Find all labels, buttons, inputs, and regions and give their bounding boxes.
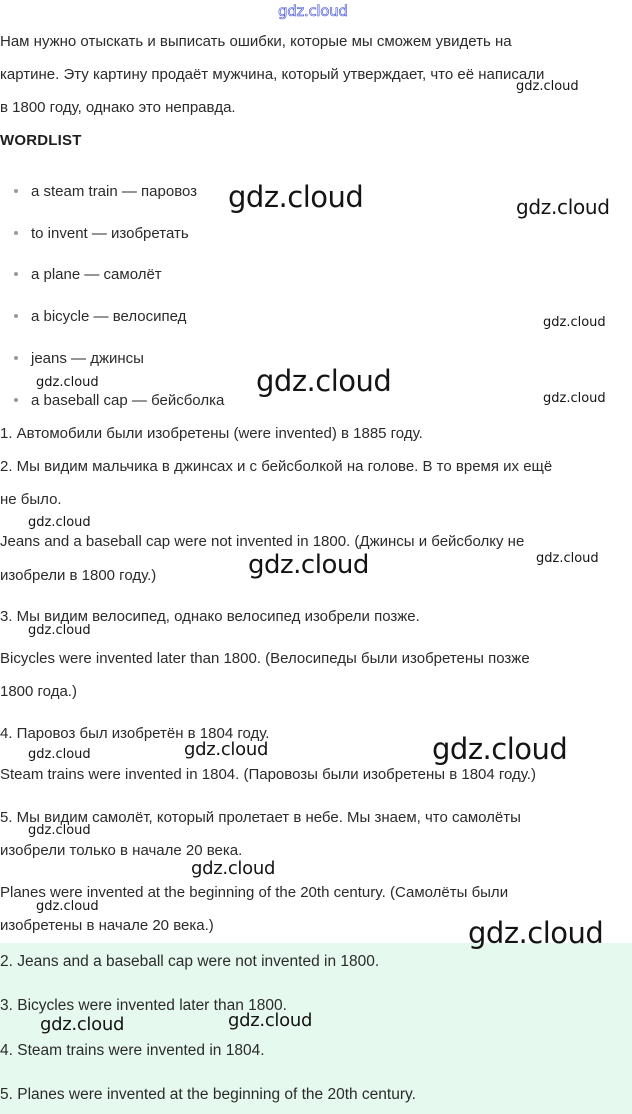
explanation-line: изобретены в начале 20 века.) [0, 917, 214, 934]
watermark-text: gdz.cloud [543, 391, 606, 406]
answer-line: 2. Jeans and a baseball cap were not invented in 1800. [0, 953, 380, 970]
watermark-text: gdz.cloud [228, 180, 364, 214]
watermark-text: gdz.cloud [191, 858, 276, 879]
bullet-icon [14, 272, 18, 276]
explanation-line: 3. Мы видим велосипед, однако велосипед изобрели позже. [0, 608, 420, 625]
watermark-text: gdz.cloud [432, 732, 568, 766]
bullet-icon [14, 189, 18, 193]
answer-line: 3. Bicycles were invented later than 1800. [0, 997, 287, 1014]
answer-line: 5. Planes were invented at the beginning of the 20th century. [0, 1086, 416, 1103]
intro-line-3: в 1800 году, однако это неправда. [0, 99, 236, 116]
watermark-text: gdz.cloud [228, 1010, 313, 1031]
watermark-text: gdz.cloud [536, 551, 599, 566]
bullet-icon [14, 231, 18, 235]
watermark-text: gdz.cloud [184, 739, 269, 760]
watermark-text: gdz.cloud [28, 823, 91, 838]
explanation-line: 2. Мы видим мальчика в джинсах и с бейсболкой на голове. В то время их ещё [0, 458, 553, 475]
explanation-line: Steam trains were invented in 1804. (Паровозы были изобретены в 1804 году.) [0, 766, 536, 783]
explanation-line: не было. [0, 491, 62, 508]
wordlist-item-label: a bicycle — велосипед [31, 308, 187, 325]
wordlist-item-label: a steam train — паровоз [31, 183, 198, 200]
watermark-top: gdz.cloud [278, 2, 348, 20]
explanation-line: 5. Мы видим самолёт, который пролетает в небе. Мы знаем, что самолёты [0, 809, 521, 826]
bullet-icon [14, 356, 18, 360]
watermark-text: gdz.cloud [40, 1014, 125, 1035]
bullet-icon [14, 398, 18, 402]
bullet-icon [14, 314, 18, 318]
watermark-text: gdz.cloud [28, 623, 91, 638]
wordlist-item-label: jeans — джинсы [31, 350, 144, 367]
wordlist-item-label: a plane — самолёт [31, 266, 162, 283]
wordlist-heading: WORDLIST [0, 132, 82, 149]
explanation-line: Bicycles were invented later than 1800. (Велосипеды были изобретены позже [0, 650, 530, 667]
explanation-line: Planes were invented at the beginning of the 20th century. (Самолёты были [0, 884, 509, 901]
wordlist-item [14, 224, 189, 244]
intro-line-1: Нам нужно отыскать и выписать ошибки, которые мы сможем увидеть на [0, 33, 512, 50]
explanation-line: изобрели только в начале 20 века. [0, 842, 243, 859]
watermark-text: gdz.cloud [256, 364, 392, 398]
watermark-text: gdz.cloud [468, 916, 604, 950]
wordlist-item-label: to invent — изобретать [31, 225, 189, 242]
watermark-text: gdz.cloud [248, 550, 369, 580]
wordlist-item [14, 182, 197, 202]
watermark-text: gdz.cloud [28, 515, 91, 530]
wordlist-item [14, 391, 224, 411]
watermark-text: gdz.cloud [543, 315, 606, 330]
explanation-line: 1800 года.) [0, 683, 77, 700]
wordlist-item [14, 265, 162, 285]
intro-line-2: картине. Эту картину продаёт мужчина, который утверждает, что её написали [0, 66, 545, 83]
explanation-line: 4. Паровоз был изобретён в 1804 году. [0, 725, 270, 742]
explanation-line: Jeans and a baseball cap were not invented in 1800. (Джинсы и бейсболку не [0, 533, 525, 550]
watermark-text: gdz.cloud [36, 375, 99, 390]
wordlist-item [14, 307, 186, 327]
explanation-line: 1. Автомобили были изобретены (were invented) в 1885 году. [0, 425, 423, 442]
wordlist-item [14, 349, 144, 369]
answer-line: 4. Steam trains were invented in 1804. [0, 1042, 265, 1059]
watermark-text: gdz.cloud [516, 195, 610, 219]
watermark-text: gdz.cloud [28, 747, 91, 762]
explanation-line: изобрели в 1800 году.) [0, 567, 157, 584]
watermark-text: gdz.cloud [36, 899, 99, 914]
wordlist-item-label: a baseball cap — бейсболка [31, 392, 225, 409]
watermark-text: gdz.cloud [516, 79, 579, 94]
